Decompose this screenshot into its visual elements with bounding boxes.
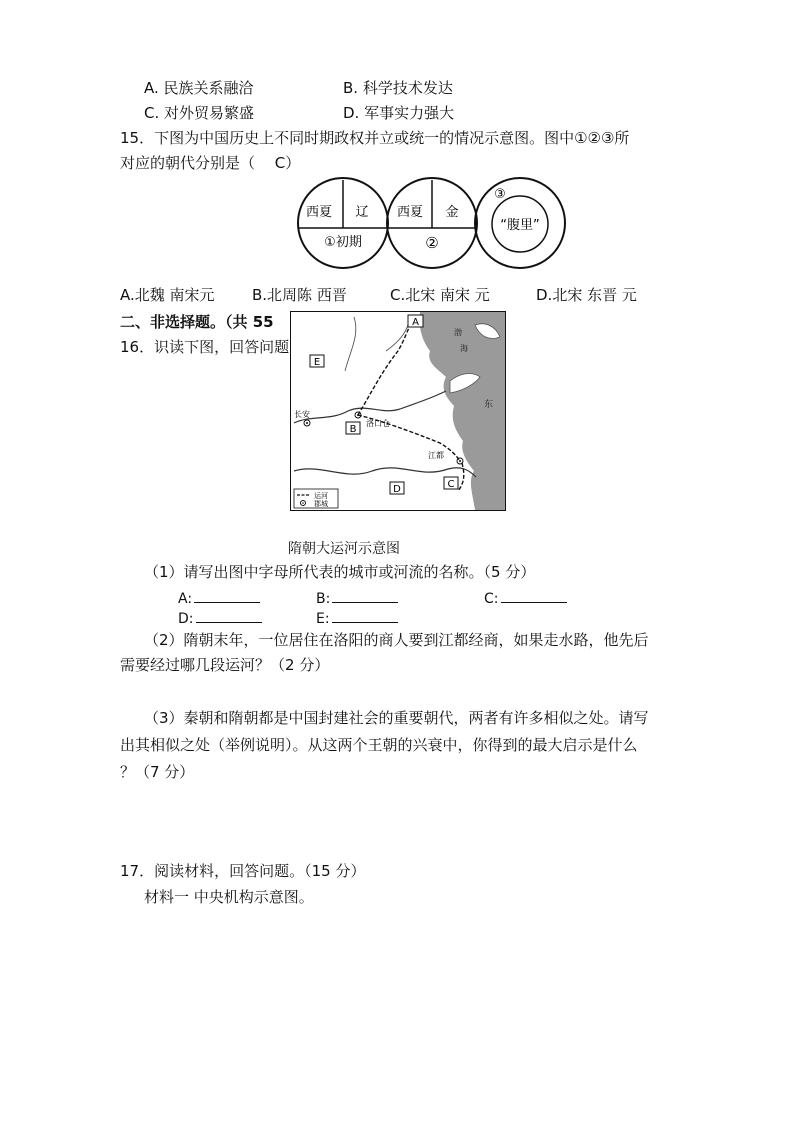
q16-sub1: （1）请写出图中字母所代表的城市或河流的名称。（5 分） [144, 563, 536, 581]
circle1-bottom: ①初期 [324, 235, 362, 250]
label-b: B [349, 424, 357, 435]
circle3-top: ③ [494, 187, 506, 202]
q16-sub3-line3: ？（7 分） [120, 763, 195, 781]
q15-option-a: A.北魏 南宋元 [120, 286, 215, 304]
q17-material1: 材料一 中央机构示意图。 [144, 888, 314, 906]
q14-option-c: C. 对外贸易繁盛 [144, 104, 255, 122]
label-a: A [412, 317, 419, 328]
q15-stem-line1: 15．下图为中国历史上不同时期政权并立或统一的情况示意图。图中①②③所 [120, 129, 630, 147]
q14-option-a: A. 民族关系融洽 [144, 79, 254, 97]
circle2-left: 西夏 [396, 205, 424, 220]
q15-option-b: B.北周陈 西晋 [252, 286, 347, 304]
q16-stem: 16．识读下图，回答问题 [120, 338, 290, 356]
q17-stem: 17．阅读材料，回答问题。（15 分） [120, 862, 366, 880]
q16-blank-a [178, 588, 260, 610]
blank-e-label: E: [316, 611, 330, 627]
q15-option-d: D.北宋 东晋 元 [536, 286, 637, 304]
label-e: E [313, 357, 321, 368]
map-caption: 隋朝大运河示意图 [288, 541, 400, 557]
city-jiangdu: 江都 [428, 451, 444, 460]
legend-canal: 运河 [314, 492, 328, 500]
blank-b-line[interactable] [332, 588, 398, 603]
q15-option-c: C.北宋 南宋 元 [390, 286, 490, 304]
q16-blank-e [316, 608, 398, 630]
blank-d-line[interactable] [196, 608, 262, 623]
q15-stem-line2: 对应的朝代分别是（ C） [120, 154, 301, 172]
sea-bohai-1: 渤 [454, 328, 462, 337]
label-d: D [393, 484, 401, 495]
circle2-bottom: ② [425, 234, 439, 252]
circle-2 [387, 178, 477, 268]
q15-dynasty-circles [296, 176, 566, 274]
q16-blank-b [316, 588, 398, 610]
legend-city: 郡城 [314, 500, 328, 508]
blank-e-line[interactable] [332, 608, 398, 623]
circle-3 [475, 178, 565, 268]
sea-east: 东 [484, 400, 494, 410]
sea-bohai-2: 海 [460, 344, 468, 353]
circle-1 [298, 178, 388, 268]
circle2-right: 金 [445, 205, 459, 220]
q16-blank-d [178, 608, 262, 630]
q16-sub2-line1: （2）隋朝末年，一位居住在洛阳的商人要到江都经商，如果走水路，他先后 [144, 631, 649, 649]
circle3-center: “腹里” [500, 218, 540, 233]
circle1-right: 辽 [355, 205, 369, 220]
blank-a-line[interactable] [194, 588, 260, 603]
label-c: C [447, 479, 455, 490]
blank-d-label: D: [178, 611, 194, 627]
blank-a-label: A: [178, 591, 193, 607]
q16-sub3-line1: （3）秦朝和隋朝都是中国封建社会的重要朝代，两者有许多相似之处。请写 [144, 709, 649, 727]
blank-c-line[interactable] [501, 588, 567, 603]
q14-option-b: B. 科学技术发达 [343, 79, 453, 97]
q16-blank-c [484, 588, 567, 610]
blank-b-label: B: [316, 591, 331, 607]
blank-c-label: C: [484, 591, 499, 607]
circle1-left: 西夏 [305, 205, 333, 220]
q14-option-d: D. 军事实力强大 [343, 104, 455, 122]
q16-sub3-line2: 出其相似之处（举例说明）。从这两个王朝的兴衰中，你得到的最大启示是什么 [120, 736, 638, 754]
city-luokoucang: 洛口仓 [366, 419, 390, 428]
sui-grand-canal-map [290, 311, 506, 511]
section2-title: 二、非选择题。（共 55 [120, 313, 274, 331]
q16-sub2-line2: 需要经过哪几段运河？（2 分） [120, 656, 330, 674]
city-changan: 长安 [294, 410, 310, 419]
